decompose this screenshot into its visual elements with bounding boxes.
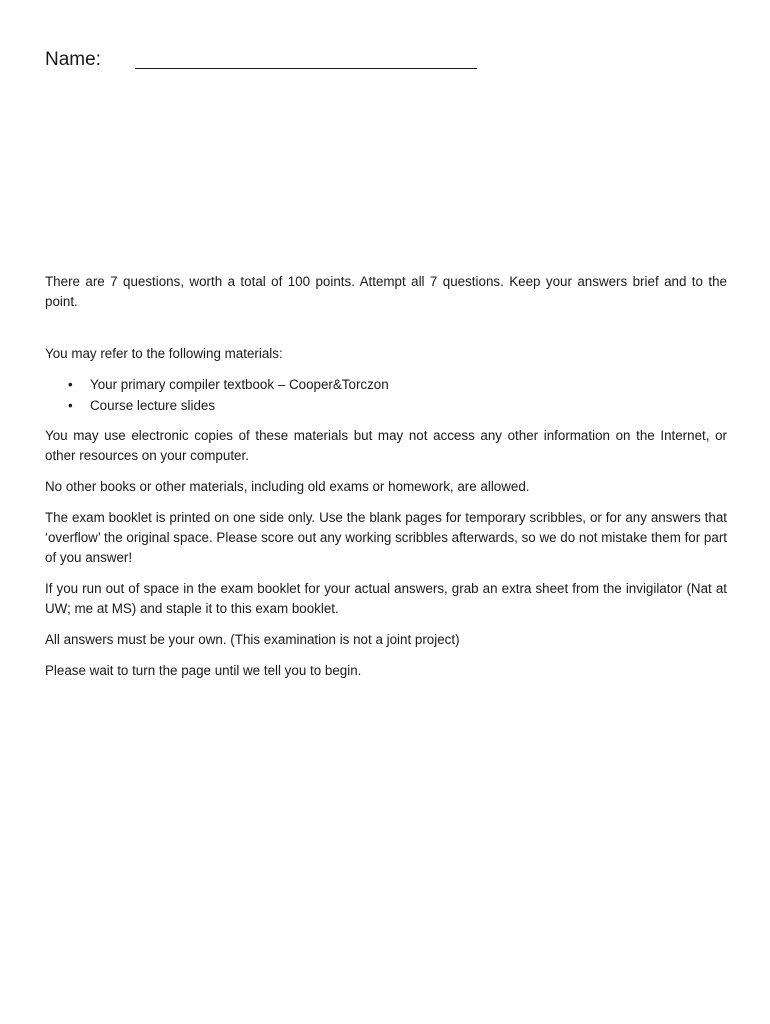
list-item xyxy=(45,374,727,395)
list-item xyxy=(45,395,727,416)
bullet-icon: • xyxy=(68,398,73,413)
no-other-paragraph: No other books or other materials, including old exams or homework, are allowed. xyxy=(45,479,530,494)
wait-paragraph: Please wait to turn the page until we tell you to begin. xyxy=(45,663,362,678)
bullet-icon: • xyxy=(68,377,73,392)
material-slides: Course lecture slides xyxy=(90,398,216,413)
own-answers-paragraph: All answers must be your own. (This examination is not a joint project) xyxy=(45,632,460,647)
name-blank-line xyxy=(135,68,477,69)
intro-paragraph: There are 7 questions, worth a total of 100 points. Attempt all 7 questions. Keep your answers brief and to the point. xyxy=(45,274,727,309)
booklet-paragraph: The exam booklet is printed on one side only. Use the blank pages for temporary scribbles, or for any answers that ‘overflow’ the original space. Please score out any working scribbles afterwards, so we do not mistake them for part of you answer! xyxy=(45,510,728,565)
name-row xyxy=(45,48,485,74)
electronic-paragraph: You may use electronic copies of these materials but may not access any other information on the Internet, or other resources on your computer. xyxy=(45,428,727,463)
name-label: Name: xyxy=(45,49,101,70)
instructions-section xyxy=(45,272,727,692)
extra-sheet-paragraph: If you run out of space in the exam booklet for your actual answers, grab an extra sheet from the invigilator (Nat at UW; me at MS) and staple it to this exam booklet. xyxy=(45,581,727,616)
materials-list xyxy=(45,374,727,416)
material-textbook: Your primary compiler textbook – Cooper&Torczon xyxy=(90,377,389,392)
materials-lead: You may refer to the following materials: xyxy=(45,346,283,361)
